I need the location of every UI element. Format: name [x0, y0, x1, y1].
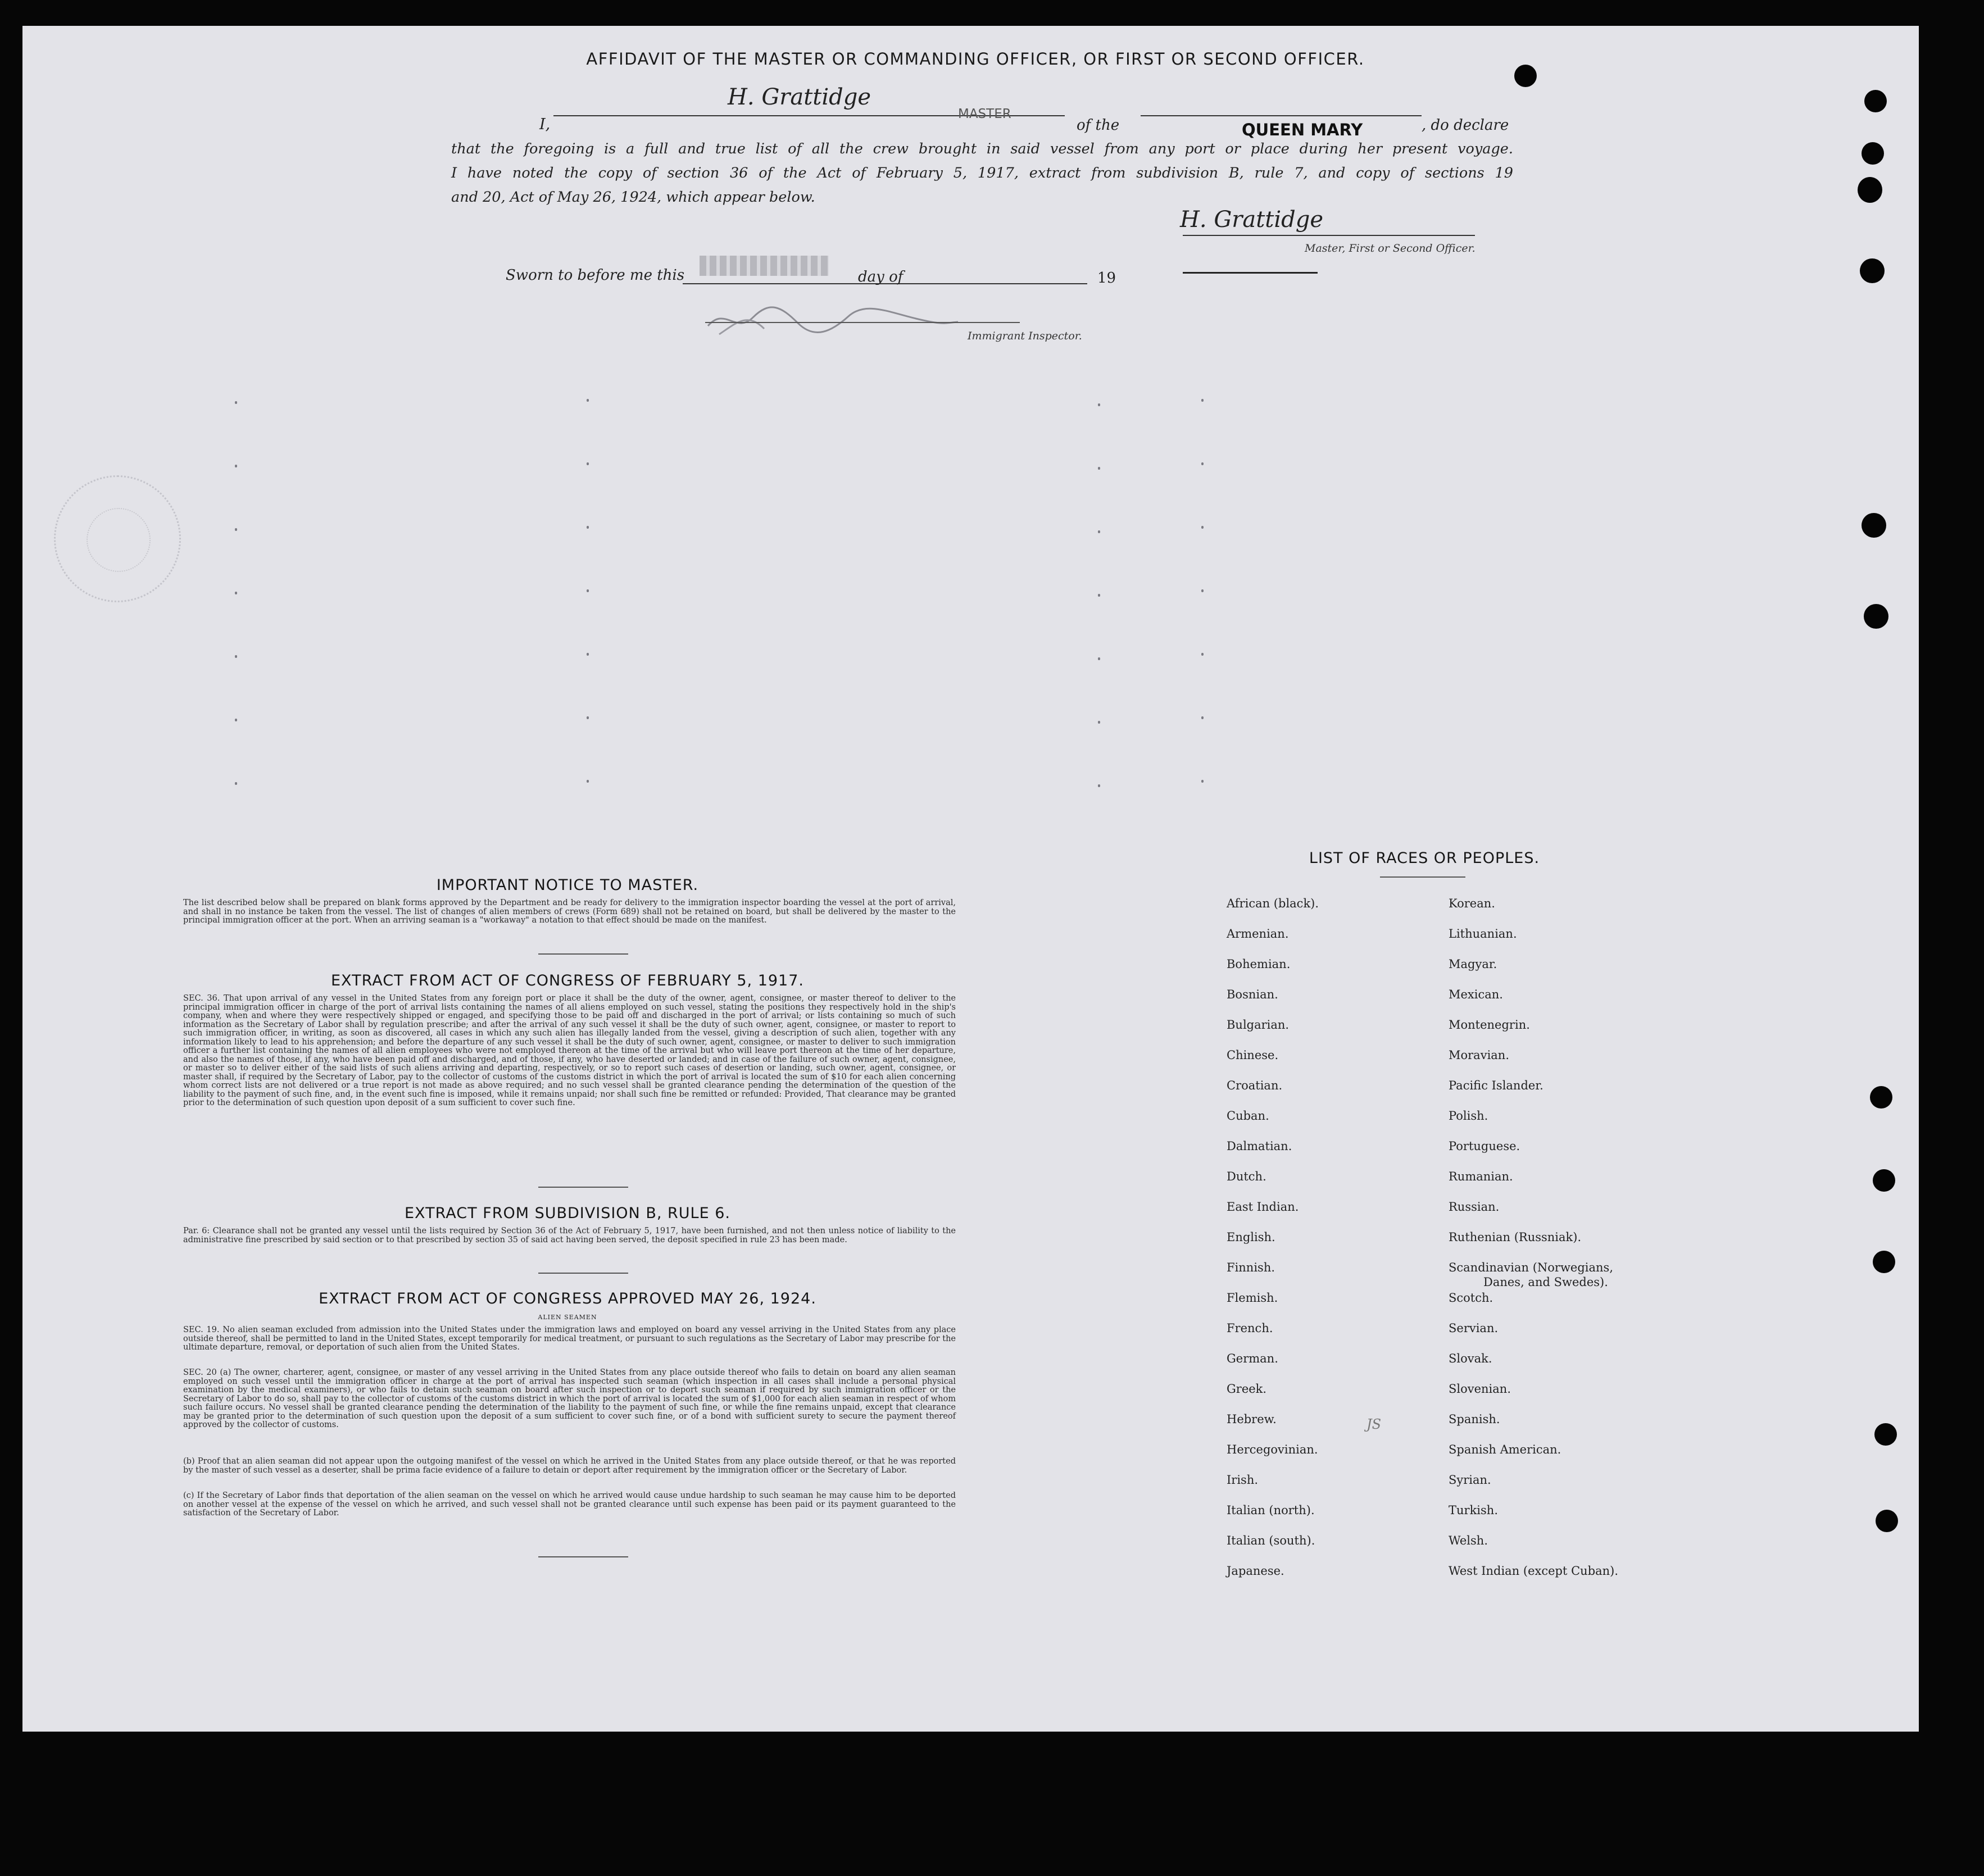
- race-left: Greek.: [1227, 1382, 1267, 1396]
- extract-rule6-text: Par. 6: Clearance shall not be granted any vessel until the lists required by Section 36 of the Act of February 5, 1917, have been furnished, and not then unless notice of liability to the administrative fine prescribed by said section or to that prescribed by section 35 of said act having been served, the deposit specified in rule 23 has been made.: [183, 1227, 956, 1244]
- declaration-line-3: I have noted the copy of section 36 of the Act of February 5, 1917, extract from subdivision B, rule 7, and copy of sections 19: [451, 165, 1513, 181]
- vessel-name: QUEEN MARY: [1242, 120, 1363, 139]
- race-right: Welsh.: [1449, 1534, 1488, 1547]
- race-left: Italian (south).: [1227, 1534, 1315, 1547]
- race-left: Irish.: [1227, 1473, 1259, 1487]
- race-right: Turkish.: [1449, 1503, 1498, 1517]
- race-left: Italian (north).: [1227, 1503, 1315, 1517]
- divider: [538, 1187, 628, 1188]
- of-the-label: of the: [1077, 117, 1120, 134]
- binder-hole: [1874, 1423, 1897, 1446]
- inspector-caption: Immigrant Inspector.: [968, 330, 1082, 342]
- race-left: Cuban.: [1227, 1109, 1269, 1123]
- race-left: Flemish.: [1227, 1291, 1278, 1305]
- signature-caption: Master, First or Second Officer.: [1305, 242, 1475, 255]
- race-right: Russian.: [1449, 1200, 1500, 1214]
- extract-1924-title: EXTRACT FROM ACT OF CONGRESS APPROVED MAY 26, 1924.: [319, 1290, 816, 1307]
- race-left: Bohemian.: [1227, 957, 1291, 971]
- race-left: Dalmatian.: [1227, 1139, 1292, 1153]
- race-left: Japanese.: [1227, 1564, 1284, 1578]
- race-right: Spanish American.: [1449, 1443, 1561, 1456]
- race-right: Lithuanian.: [1449, 927, 1517, 941]
- i-label: I,: [539, 116, 551, 133]
- race-left: Hebrew.: [1227, 1412, 1277, 1426]
- declaration-line-2: that the foregoing is a full and true list of all the crew brought in said vessel from any port or place during her present voyage.: [451, 140, 1513, 157]
- extract-1924-sec20b: (b) Proof that an alien seaman did not appear upon the outgoing manifest of the vessel on which he arrived in the United States from any place outside thereof, or that he was reported by the master of such vessel as a deserter, shall be prima facie evidence of a failure to detain or deport after requirement by the immigration officer or the Secretary of Labor.: [183, 1457, 956, 1475]
- notice-text: The list described below shall be prepared on blank forms approved by the Department and be ready for delivery to the immigration inspector boarding the vessel at the port of arrival, and shall in no instance be taken from the vessel. The list of changes of alien members of crews (Form 689) shall not be retained on board, but shall be delivered by the master to the principal immigration officer at the port. When an arriving seaman is a "workaway" a notation to that effect should be made on the manifest.: [183, 898, 956, 925]
- extract-1917-title: EXTRACT FROM ACT OF CONGRESS OF FEBRUARY 5, 1917.: [331, 972, 804, 989]
- master-signature-inline: H. Grattidge: [728, 84, 871, 110]
- rank-typed: MASTER: [958, 107, 1011, 121]
- binder-hole: [1870, 1086, 1892, 1109]
- divider: [538, 953, 628, 955]
- extract-1924-sec20a: SEC. 20 (a) The owner, charterer, agent, consignee, or master of any vessel arriving in the United States from any place outside thereof who fails to detain on board any alien seaman employed on such vessel until the immigration officer in charge at the port of arrival has inspected such seaman (which inspection in all cases shall include a personal physical examination by the medical examiners), or who fails to detain such seaman on board after such inspection or to deport such seaman if required by such immigration officer or the Secretary of Labor to do so, shall pay to the collector of customs of the customs district in which the port of arrival is located the sum of $1,000 for each alien seaman in respect of whom such failure occurs. No vessel shall be granted clearance pending the determination of the liability to the payment of such fine, or while the fine remains unpaid, except that clearance may be granted prior to the determination of such question upon the deposit of a sum sufficient to cover such fine, or of a bond with sufficient surety to secure the payment thereof approved by the collector of customs.: [183, 1368, 956, 1429]
- margin-note: JS: [1366, 1416, 1382, 1432]
- race-right: Portuguese.: [1449, 1139, 1520, 1153]
- race-right: Servian.: [1449, 1321, 1499, 1335]
- race-left: English.: [1227, 1230, 1275, 1244]
- race-right: Slovenian.: [1449, 1382, 1511, 1396]
- race-left: Armenian.: [1227, 927, 1289, 941]
- race-right: Mexican.: [1449, 988, 1503, 1001]
- page-title: AFFIDAVIT OF THE MASTER OR COMMANDING OFFICER, OR FIRST OR SECOND OFFICER.: [586, 49, 1365, 69]
- race-right: Pacific Islander.: [1449, 1079, 1543, 1092]
- races-title: LIST OF RACES OR PEOPLES.: [1309, 850, 1540, 867]
- extract-1917-text: SEC. 36. That upon arrival of any vessel in the United States from any foreign port or place it shall be the duty of the owner, agent, consignee, or master thereof to deliver to the principal immigration officer in charge of the port of arrival lists containing the names of all aliens employed on such vessel, stating the positions they respectively hold in the ship's company, when and where they were respectively shipped or engaged, and specifying those to be paid off and discharged in the port of arrival; or lists containing so much of such information as the Secretary of Labor shall by regulation prescribe; and after the arrival of any such vessel it shall be the duty of such owner, agent, consignee, or master to report to such immigration officer, in writing, as soon as discovered, all cases in which any such alien has illegally landed from the vessel, giving a description of such alien, together with any information likely to lead to his apprehension; and before the departure of any such vessel it shall be the duty of such owner, agent, consignee, or master to deliver to such immigration officer a further list containing the names of all alien employees who were not employed thereon at the time of the arrival but who will leave port thereon at the time of her departure, and also the names of those, if any, who have been paid off and discharged, and of those, if any, who have deserted or landed; and in case of the failure of such owner, agent, consignee, or master so to deliver either of the said lists of such aliens arriving and departing, respectively, or so to report such cases of desertion or landing, such owner, agent, consignee, or master shall, if required by the Secretary of Labor, pay to the collector of customs of the customs district in which the port of arrival is located the sum of $10 for each alien concerning whom correct lists are not delivered or a true report is not made as above required; and no such vessel shall be granted clearance pending the determination of the question of the liability to the payment of such fine, and, in the event such fine is imposed, while it remains unpaid; nor shall such fine be remitted or refunded: Provided, That clearance may be granted prior to the determination of such question upon deposit of a sum sufficient to cover such fine.: [183, 994, 956, 1107]
- race-left: Bosnian.: [1227, 988, 1278, 1001]
- race-left: East Indian.: [1227, 1200, 1299, 1214]
- race-left: German.: [1227, 1352, 1278, 1365]
- do-declare-label: , do declare: [1422, 117, 1509, 134]
- race-right: Moravian.: [1449, 1048, 1510, 1062]
- extract-rule6-title: EXTRACT FROM SUBDIVISION B, RULE 6.: [405, 1205, 730, 1222]
- binder-hole: [1873, 1251, 1895, 1273]
- race-left: Finnish.: [1227, 1261, 1275, 1274]
- day-of-label: day of: [858, 269, 904, 285]
- race-left: Chinese.: [1227, 1048, 1279, 1062]
- divider: [538, 1273, 628, 1274]
- column-guides: [0, 0, 1984, 854]
- divider: [538, 1556, 628, 1557]
- notice-title: IMPORTANT NOTICE TO MASTER.: [436, 876, 699, 894]
- race-right-continuation: Danes, and Swedes).: [1483, 1275, 1608, 1289]
- binder-hole: [1873, 1169, 1895, 1192]
- race-right: Scandinavian (Norwegians,: [1449, 1261, 1614, 1274]
- race-left: African (black).: [1227, 897, 1319, 910]
- race-left: Hercegovinian.: [1227, 1443, 1318, 1456]
- race-left: Croatian.: [1227, 1079, 1283, 1092]
- extract-1924-sec20c: (c) If the Secretary of Labor finds that deportation of the alien seaman on the vessel on which he arrived would cause undue hardship to such seaman he may cause him to be deported on another vessel at the expense of the vessel on which he arrived, and such vessel shall not be granted clearance until such expense has been paid or its payment guaranteed to the satisfaction of the Secretary of Labor.: [183, 1491, 956, 1518]
- race-right: Scotch.: [1449, 1291, 1493, 1305]
- race-left: Dutch.: [1227, 1170, 1266, 1183]
- year-label: 19: [1097, 270, 1116, 287]
- extract-1924-subtitle: ALIEN SEAMEN: [538, 1314, 597, 1321]
- race-left: French.: [1227, 1321, 1273, 1335]
- divider: [1380, 876, 1465, 878]
- race-right: Korean.: [1449, 897, 1495, 910]
- race-right: Slovak.: [1449, 1352, 1492, 1365]
- declaration-line-4: and 20, Act of May 26, 1924, which appear below.: [451, 189, 815, 206]
- race-right: Syrian.: [1449, 1473, 1491, 1487]
- race-right: West Indian (except Cuban).: [1449, 1564, 1619, 1578]
- race-right: Polish.: [1449, 1109, 1488, 1123]
- master-signature: H. Grattidge: [1180, 207, 1324, 233]
- extract-1924-sec19: SEC. 19. No alien seaman excluded from admission into the United States under the immigration laws and employed on board any vessel arriving in the United States from any place outside thereof, shall be permitted to land in the United States, except temporarily for medical treatment, or pursuant to such regulations as the Secretary of Labor may prescribe for the ultimate departure, removal, or deportation of such alien from the United States.: [183, 1325, 956, 1352]
- race-right: Magyar.: [1449, 957, 1497, 971]
- race-right: Montenegrin.: [1449, 1018, 1530, 1032]
- race-right: Ruthenian (Russniak).: [1449, 1230, 1582, 1244]
- race-right: Spanish.: [1449, 1412, 1500, 1426]
- race-left: Bulgarian.: [1227, 1018, 1290, 1032]
- sworn-label: Sworn to before me this: [506, 267, 685, 284]
- binder-hole: [1876, 1510, 1898, 1532]
- race-right: Rumanian.: [1449, 1170, 1513, 1183]
